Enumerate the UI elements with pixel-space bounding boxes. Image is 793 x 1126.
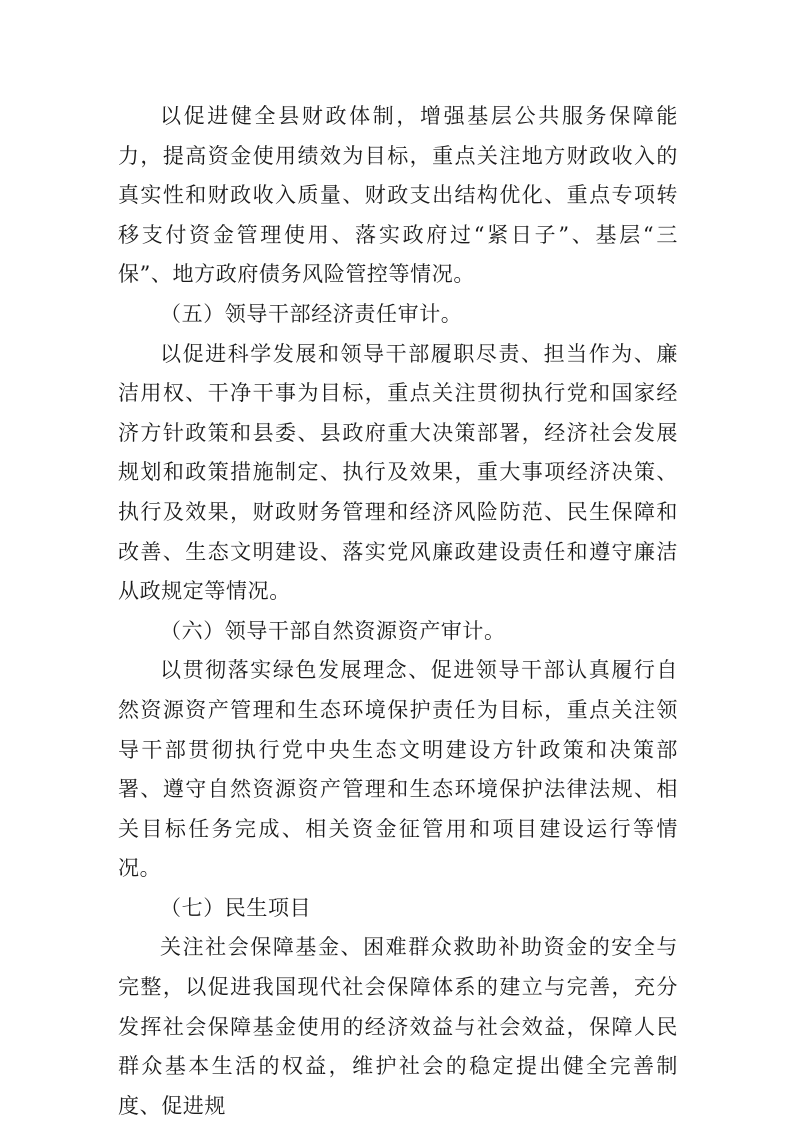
document-body xyxy=(118,97,678,1126)
paragraph-economic-responsibility: 以促进科学发展和领导干部履职尽责、担当作为、廉洁用权、干净干事为目标，重点关注贯彻执行党和国家经济方针政策和县委、县政府重大决策部署，经济社会发展规划和政策措施制定、执行及效果，重大事项经济决策、执行及效果，财政财务管理和经济风险防范、民生保障和改善、生态文明建设、落实党风廉政建设责任和遵守廉洁从政规定等情况。 xyxy=(118,341,678,604)
section-heading-7: （七）民生项目 xyxy=(160,895,312,920)
paragraph-natural-resources: 以贯彻落实绿色发展理念、促进领导干部认真履行自然资源资产管理和生态环境保护责任为目标，重点关注领导干部贯彻执行党中央生态文明建设方针政策和决策部署、遵守自然资源资产管理和生态环境保护法律法规、相关目标任务完成、相关资金征管用和项目建设运行等情况。 xyxy=(118,658,678,881)
section-heading-5: （五）领导干部经济责任审计。 xyxy=(160,301,463,326)
paragraph-county-finance: 以促进健全县财政体制，增强基层公共服务保障能力，提高资金使用绩效为目标，重点关注地方财政收入的真实性和财政收入质量、财政支出结构优化、重点专项转移支付资金管理使用、落实政府过“紧日子”、基层“三保”、地方政府债务风险管控等情况。 xyxy=(118,104,678,287)
section-heading-6: （六）领导干部自然资源资产审计。 xyxy=(160,618,506,643)
paragraph-livelihood: 关注社会保障基金、困难群众救助补助资金的安全与完整，以促进我国现代社会保障体系的建立与完善，充分发挥社会保障基金使用的经济效益与社会效益，保障人民群众基本生活的权益，维护社会的稳定提出健全完善制度、促进规 xyxy=(118,935,678,1118)
